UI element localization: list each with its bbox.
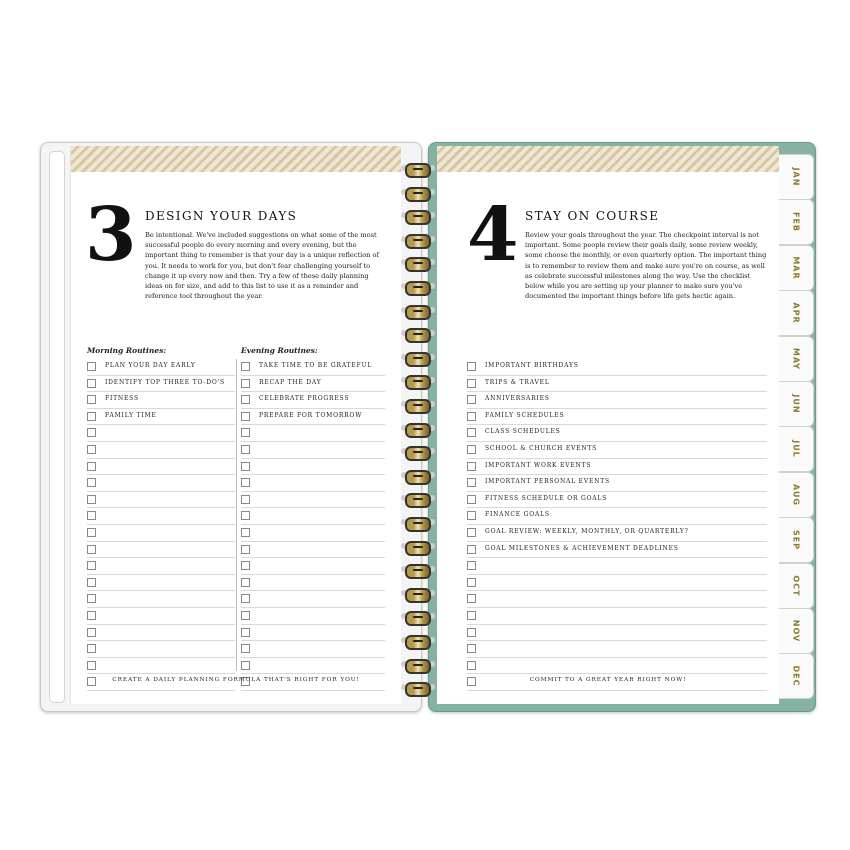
checkbox[interactable]	[241, 611, 250, 620]
month-tab-label: SEP	[791, 530, 801, 551]
checkbox[interactable]	[467, 511, 476, 520]
checkbox[interactable]	[87, 594, 96, 603]
checkbox[interactable]	[241, 478, 250, 487]
checklist-row	[241, 376, 385, 393]
binding-ring	[401, 328, 435, 340]
binding-ring	[401, 257, 435, 269]
checklist-row	[467, 492, 767, 509]
month-tab-sep[interactable]	[779, 517, 814, 563]
checklist-row	[241, 359, 385, 376]
checklist-item-label: IMPORTANT WORK EVENTS	[485, 461, 592, 469]
checkbox[interactable]	[87, 611, 96, 620]
checklist-item-label: SCHOOL & CHURCH EVENTS	[485, 444, 598, 452]
binding-ring	[401, 517, 435, 529]
checkbox[interactable]	[87, 578, 96, 587]
checklist-item-label: CELEBRATE PROGRESS	[259, 395, 350, 403]
month-tab-jan[interactable]	[779, 154, 814, 200]
checklist-item-label: IMPORTANT PERSONAL EVENTS	[485, 478, 610, 486]
month-tab-aug[interactable]	[779, 472, 814, 518]
checklist-item-label: FAMILY TIME	[105, 411, 157, 419]
checklist-row	[467, 591, 767, 608]
checklist-row	[241, 442, 385, 459]
checkbox[interactable]	[241, 379, 250, 388]
checklist-row	[241, 508, 385, 525]
checkbox[interactable]	[241, 462, 250, 471]
checkbox[interactable]	[87, 379, 96, 388]
checklist-item-label: FITNESS SCHEDULE OR GOALS	[485, 494, 608, 502]
checklist-item-label: TAKE TIME TO BE GRATEFUL	[259, 362, 373, 369]
checklist-item-label: GOAL REVIEW: WEEKLY, MONTHLY, OR QUARTERLY?	[485, 527, 689, 535]
checklist-item-label: FAMILY SCHEDULES	[485, 411, 565, 419]
binding-ring	[401, 541, 435, 553]
checklist-row	[467, 359, 767, 376]
checklist-row	[467, 475, 767, 492]
checklist-row	[87, 608, 235, 625]
checklist-row	[87, 641, 235, 658]
checkbox[interactable]	[241, 412, 250, 421]
month-tab-label: JUN	[791, 394, 801, 414]
checklist-row	[87, 508, 235, 525]
checklist-row	[241, 658, 385, 675]
binding-ring	[401, 564, 435, 576]
section-body: Be intentional. We've included suggestions on what some of the most successful people do every morning and every evening, but the important thing to remember is that your day is a unique reflection of you. It needs to work for you, but don't fear challenging yourself to change it up every now and then. Try a few of these daily planning ideas on for size, and add to this list to use it as a reminder and reference tool throughout the year.	[145, 231, 379, 301]
checklist-row	[467, 641, 767, 658]
checkbox[interactable]	[87, 511, 96, 520]
checklist-item-label: PLAN YOUR DAY EARLY	[105, 362, 196, 369]
checklist-row	[87, 625, 235, 642]
decorative-stripe-band	[71, 146, 401, 172]
checkbox[interactable]	[87, 561, 96, 570]
checklist-row	[241, 625, 385, 642]
checkbox[interactable]	[87, 628, 96, 637]
checkbox[interactable]	[467, 412, 476, 421]
checkbox[interactable]	[467, 628, 476, 637]
checklist-row	[467, 525, 767, 542]
checklist-row	[467, 459, 767, 476]
month-tab-nov[interactable]	[779, 608, 814, 654]
binding-ring	[401, 234, 435, 246]
checkbox[interactable]	[467, 528, 476, 537]
month-tab-may[interactable]	[779, 336, 814, 382]
checklist-item-label: FINANCE GOALS	[485, 511, 550, 519]
binding-ring	[401, 682, 435, 694]
checkbox[interactable]	[241, 644, 250, 653]
binding-ring	[401, 446, 435, 458]
month-tab-label: APR	[791, 302, 801, 324]
checklist-row	[87, 459, 235, 476]
checklist-row	[241, 425, 385, 442]
checklist-row	[467, 425, 767, 442]
checklist-row	[467, 658, 767, 675]
month-tab-mar[interactable]	[779, 245, 814, 291]
checklist-row	[241, 641, 385, 658]
checklist-row	[467, 409, 767, 426]
section-title: STAY ON COURSE	[525, 209, 660, 223]
checkbox[interactable]	[241, 578, 250, 587]
checkbox[interactable]	[467, 611, 476, 620]
checkbox[interactable]	[87, 545, 96, 554]
morning-heading: Morning Routines:	[87, 346, 167, 355]
decorative-stripe-band	[437, 146, 779, 172]
checkbox[interactable]	[467, 395, 476, 404]
month-tab-oct[interactable]	[779, 563, 814, 609]
evening-heading: Evening Routines:	[241, 346, 318, 355]
checklist-item-label: PREPARE FOR TOMORROW	[259, 411, 363, 419]
checkbox[interactable]	[467, 445, 476, 454]
checklist-row	[241, 608, 385, 625]
month-tab-apr[interactable]	[779, 290, 814, 336]
binding-ring	[401, 399, 435, 411]
checkbox[interactable]	[467, 594, 476, 603]
checkbox[interactable]	[241, 511, 250, 520]
checkbox[interactable]	[467, 644, 476, 653]
checklist-row	[467, 575, 767, 592]
checklist-row	[241, 591, 385, 608]
binding-ring	[401, 163, 435, 175]
checklist-row	[87, 542, 235, 559]
checkbox[interactable]	[467, 478, 476, 487]
checkbox[interactable]	[467, 561, 476, 570]
checklist-row	[87, 558, 235, 575]
checkbox[interactable]	[241, 561, 250, 570]
binding-ring	[401, 375, 435, 387]
checklist-row	[87, 475, 235, 492]
checkbox[interactable]	[467, 462, 476, 471]
binding-ring	[401, 635, 435, 647]
checkbox[interactable]	[241, 661, 250, 670]
section-title: DESIGN YOUR DAYS	[145, 209, 298, 223]
month-tab-dec[interactable]	[779, 653, 814, 699]
month-tab-label: AUG	[791, 483, 801, 506]
checkbox[interactable]	[87, 478, 96, 487]
checklist-row	[241, 475, 385, 492]
checklist-row	[241, 558, 385, 575]
checklist-row	[87, 575, 235, 592]
checklist-row	[467, 442, 767, 459]
goal-checklist	[467, 359, 767, 691]
section-number: 3	[85, 192, 137, 278]
checkbox[interactable]	[87, 528, 96, 537]
checkbox[interactable]	[87, 412, 96, 421]
binding-ring	[401, 187, 435, 199]
column-divider	[236, 359, 237, 671]
checkbox[interactable]	[241, 445, 250, 454]
checkbox[interactable]	[241, 628, 250, 637]
checklist-item-label: TRIPS & TRAVEL	[485, 378, 550, 386]
checkbox[interactable]	[241, 528, 250, 537]
checklist-row	[87, 525, 235, 542]
checklist-item-label: RECAP THE DAY	[259, 378, 322, 386]
binding-ring	[401, 305, 435, 317]
checklist-item-label: IMPORTANT BIRTHDAYS	[485, 362, 579, 369]
checklist-row	[241, 525, 385, 542]
checklist-row	[241, 492, 385, 509]
checkbox[interactable]	[467, 428, 476, 437]
month-tab-label: JUL	[791, 440, 801, 459]
checkbox[interactable]	[87, 395, 96, 404]
checklist-item-label: CLASS SCHEDULES	[485, 428, 561, 436]
month-tab-label: MAY	[791, 347, 801, 370]
checklist-row	[87, 425, 235, 442]
checkbox[interactable]	[467, 661, 476, 670]
checklist-row	[87, 591, 235, 608]
checklist-row	[87, 442, 235, 459]
evening-checklist	[241, 359, 385, 691]
month-tab-feb[interactable]	[779, 199, 814, 245]
checklist-row	[87, 492, 235, 509]
left-page	[70, 146, 401, 704]
checklist-row	[241, 392, 385, 409]
month-tab-label: JAN	[791, 167, 801, 187]
binding-ring	[401, 210, 435, 222]
binding-ring	[401, 588, 435, 600]
page-footer: CREATE A DAILY PLANNING FORMULA THAT'S RIGHT FOR YOU!	[112, 677, 360, 683]
checklist-row	[467, 376, 767, 393]
checkbox[interactable]	[241, 495, 250, 504]
binding-ring	[401, 470, 435, 482]
checklist-row	[87, 376, 235, 393]
checkbox[interactable]	[87, 661, 96, 670]
checkbox[interactable]	[467, 379, 476, 388]
checklist-row	[87, 359, 235, 376]
cover-inner-edge	[49, 151, 65, 703]
checklist-item-label: ANNIVERSARIES	[485, 395, 550, 403]
binding-ring	[401, 611, 435, 623]
month-tab-jun[interactable]	[779, 381, 814, 427]
checklist-row	[467, 608, 767, 625]
month-tab-label: DEC	[791, 665, 801, 687]
checklist-row	[467, 508, 767, 525]
binding-ring	[401, 659, 435, 671]
checklist-row	[467, 542, 767, 559]
checkbox[interactable]	[241, 594, 250, 603]
month-tab-label: MAR	[791, 256, 801, 280]
checkbox[interactable]	[467, 578, 476, 587]
morning-checklist	[87, 359, 235, 691]
checklist-row	[241, 575, 385, 592]
checkbox[interactable]	[87, 445, 96, 454]
month-tab-label: FEB	[791, 212, 801, 233]
checkbox[interactable]	[241, 545, 250, 554]
checkbox[interactable]	[467, 545, 476, 554]
binding-ring	[401, 281, 435, 293]
checklist-row	[87, 392, 235, 409]
checkbox[interactable]	[467, 495, 476, 504]
checklist-row	[87, 409, 235, 426]
month-tab-label: NOV	[791, 619, 801, 643]
checkbox[interactable]	[241, 428, 250, 437]
binding-ring	[401, 493, 435, 505]
checklist-row	[467, 558, 767, 575]
checklist-row	[241, 409, 385, 426]
checkbox[interactable]	[87, 495, 96, 504]
checkbox[interactable]	[87, 362, 96, 371]
checkbox[interactable]	[87, 644, 96, 653]
checkbox[interactable]	[87, 462, 96, 471]
checklist-row	[467, 625, 767, 642]
page-footer: COMMIT TO A GREAT YEAR RIGHT NOW!	[529, 677, 687, 683]
binding-ring	[401, 352, 435, 364]
month-tab-label: OCT	[791, 575, 801, 597]
section-body: Review your goals throughout the year. The checkpoint interval is not important. Some people review their goals daily, some review weekly, some choose the monthly, or even quarterly option. The important thing is to remember to review them and make sure you're on course, as well as celebrate successful milestones along the way. Use the checklist below while you are setting up your planner to make sure you've documented the important things before life gets hectic again.	[525, 231, 767, 301]
checklist-row	[87, 658, 235, 675]
checklist-item-label: FITNESS	[105, 395, 139, 403]
checklist-item-label: IDENTIFY TOP THREE TO-DO'S	[105, 378, 225, 386]
month-tab-jul[interactable]	[779, 426, 814, 472]
checklist-item-label: GOAL MILESTONES & ACHIEVEMENT DEADLINES	[485, 544, 679, 552]
checkbox[interactable]	[241, 395, 250, 404]
checkbox[interactable]	[241, 362, 250, 371]
binding-ring	[401, 423, 435, 435]
checkbox[interactable]	[87, 428, 96, 437]
checklist-row	[467, 392, 767, 409]
section-number: 4	[467, 192, 519, 278]
checklist-row	[241, 459, 385, 476]
checklist-row	[241, 542, 385, 559]
right-page	[437, 146, 779, 704]
checkbox[interactable]	[467, 362, 476, 371]
